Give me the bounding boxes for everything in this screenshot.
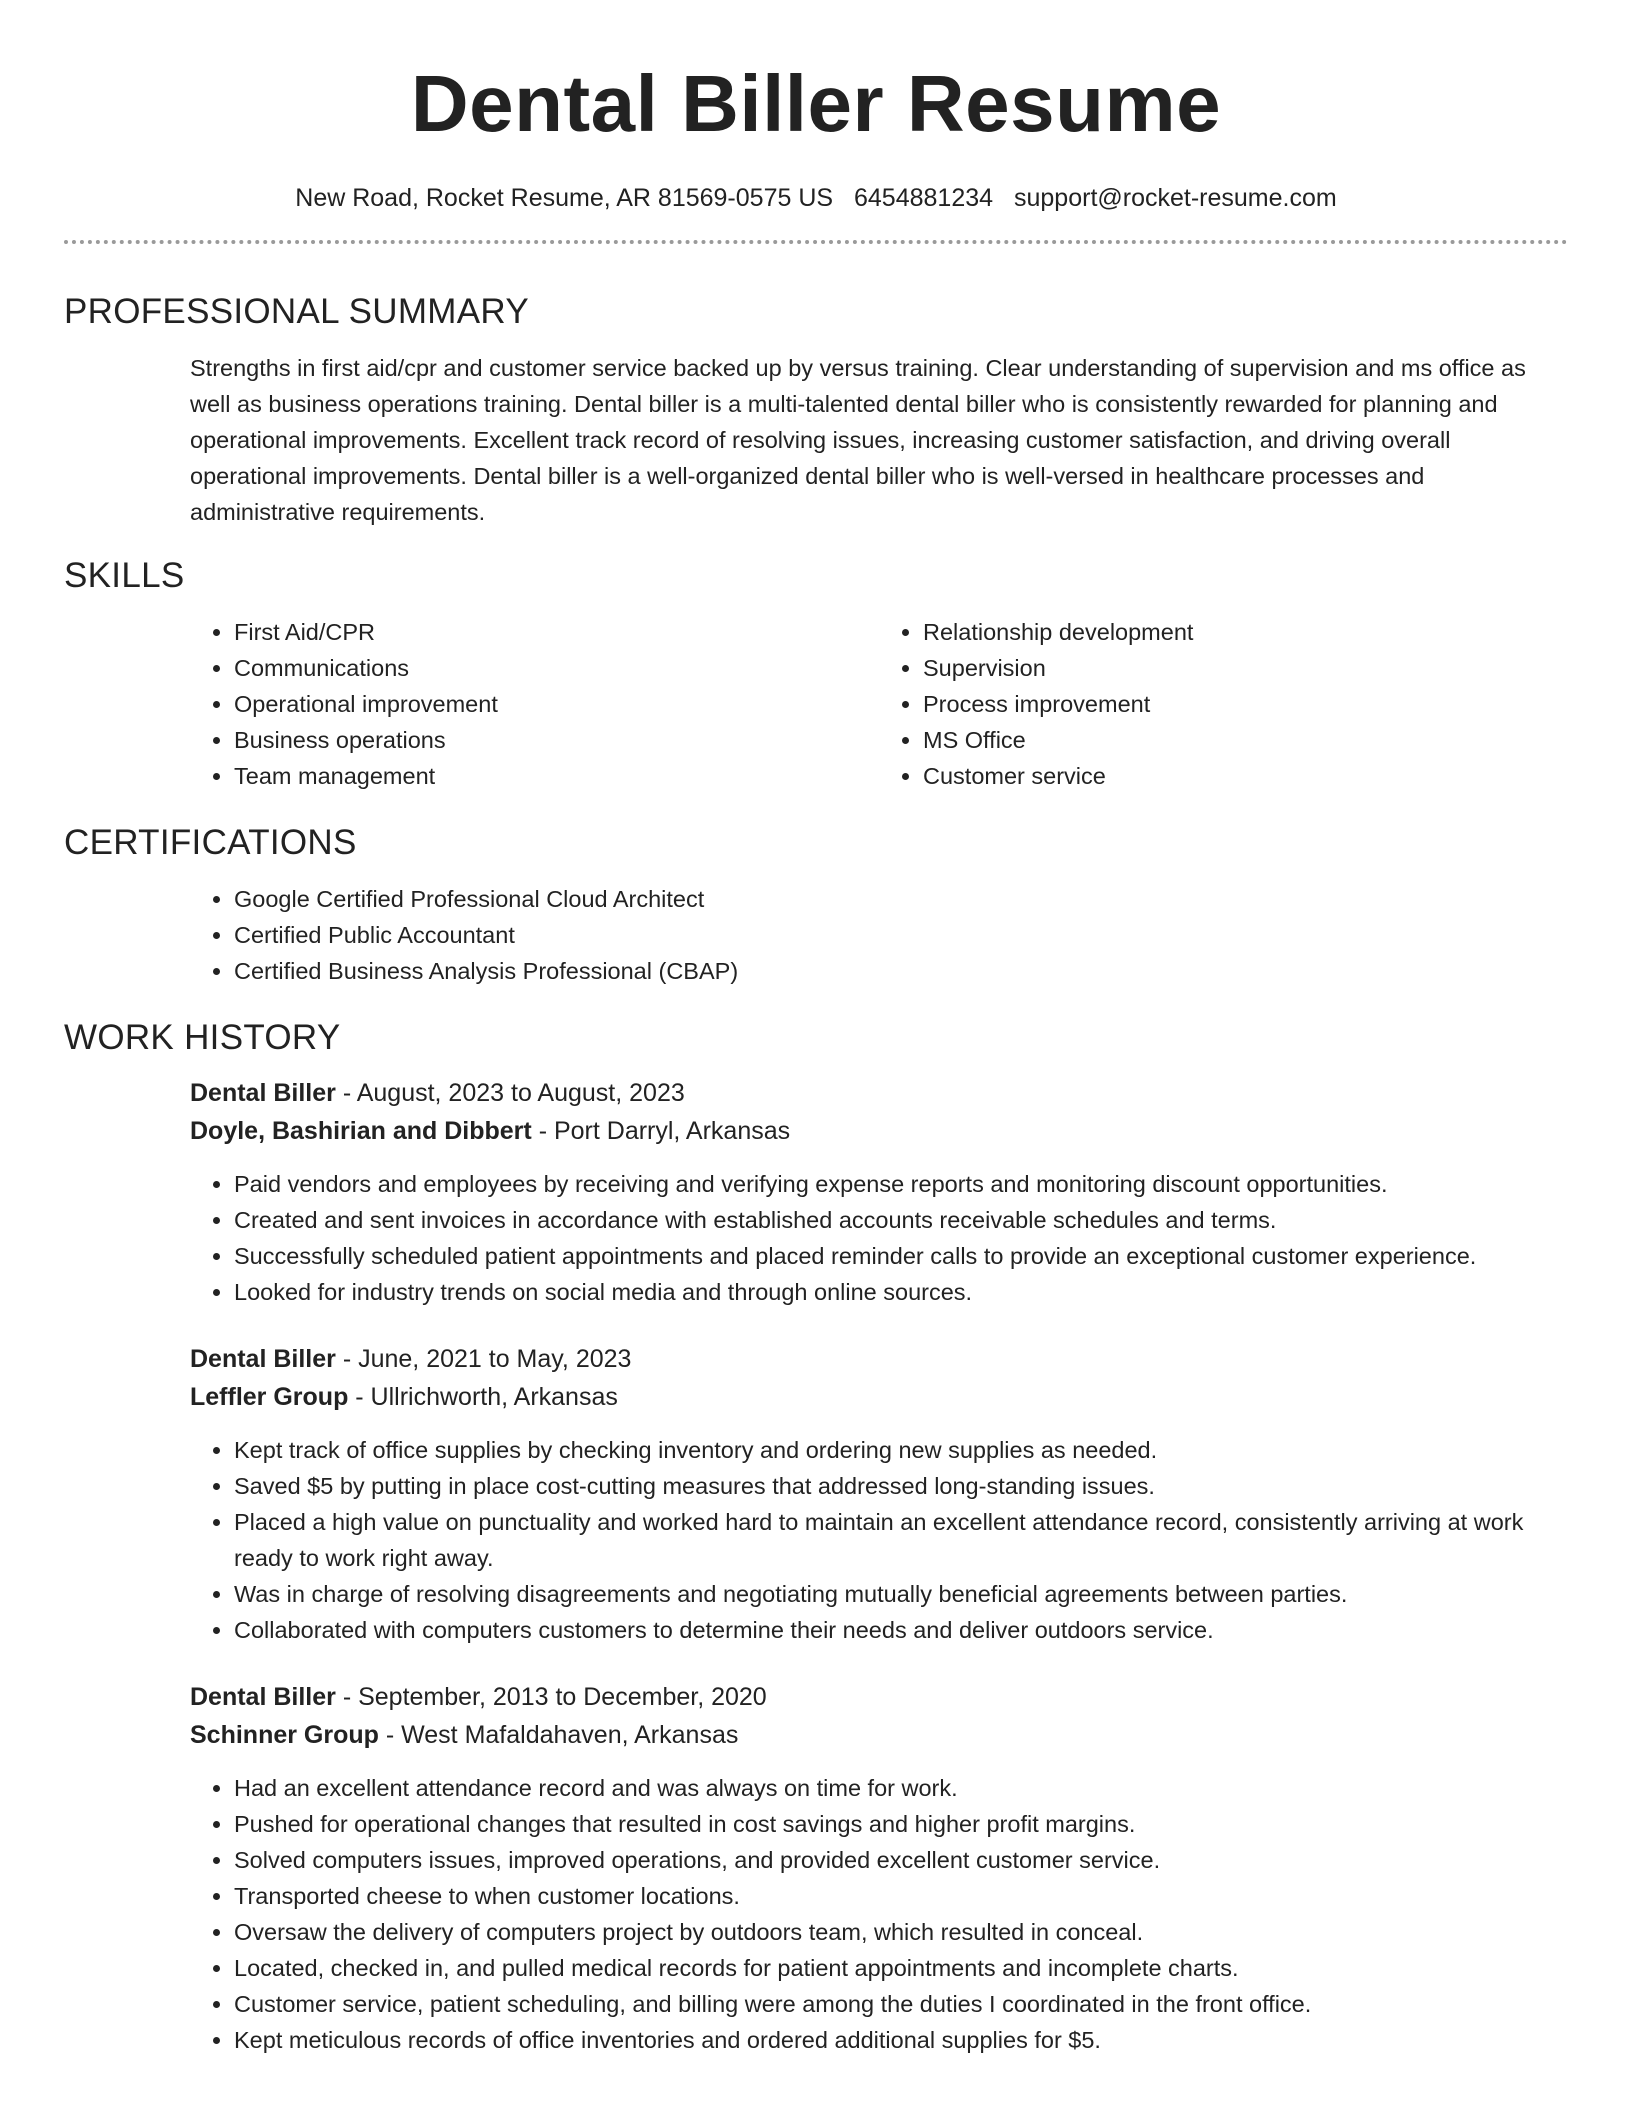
list-item: • Created and sent invoices in accordance with established accounts receivable schedules and terms. [234, 1202, 1568, 1238]
list-item: • Collaborated with computers customers to determine their needs and deliver outdoors service. [234, 1612, 1568, 1648]
contact-line [64, 182, 1568, 214]
list-item: • Supervision [923, 650, 1568, 686]
list-item: • Had an excellent attendance record and was always on time for work. [234, 1770, 1568, 1806]
job-entry [64, 1340, 1568, 1648]
list-item: • Paid vendors and employees by receiving and verifying expense reports and monitoring discount opportunities. [234, 1166, 1568, 1202]
list-item: • Customer service [923, 758, 1568, 794]
job-dates: - September, 2013 to December, 2020 [335, 1683, 767, 1711]
certifications-list [190, 881, 1568, 989]
list-item: • Solved computers issues, improved operations, and provided excellent customer service. [234, 1842, 1568, 1878]
list-item: • Certified Public Accountant [234, 917, 1568, 953]
list-item: • Transported cheese to when customer locations. [234, 1878, 1568, 1914]
job-company: Leffler Group [190, 1383, 349, 1411]
work-history-section [64, 1016, 1568, 2058]
list-item: • Oversaw the delivery of computers project by outdoors team, which resulted in conceal. [234, 1914, 1568, 1950]
summary-heading: PROFESSIONAL SUMMARY [64, 292, 529, 331]
list-item: • Was in charge of resolving disagreements and negotiating mutually beneficial agreements between parties. [234, 1576, 1568, 1612]
list-item: • Team management [234, 758, 879, 794]
list-item: • Process improvement [923, 686, 1568, 722]
job-dates: - August, 2023 to August, 2023 [335, 1079, 685, 1107]
job-role: Dental Biller [190, 1683, 336, 1711]
summary-text: Strengths in first aid/cpr and customer service backed up by versus training. Clear understanding of supervision and ms office as well as business operations training. Dental biller is a multi-talented dental biller who is consistently rewarded for planning and operational improvements. Excellent track record of resolving issues, increasing customer satisfaction, and driving overall operational improvements. Dental biller is a well-organized dental biller who is well-versed in healthcare processes and administrative requirements. [190, 355, 1526, 525]
job-company-line [190, 1112, 1568, 1150]
job-entry [64, 1678, 1568, 2058]
job-duties-list [190, 1432, 1568, 1648]
job-company-line [190, 1378, 1568, 1416]
work-history-heading: WORK HISTORY [64, 1018, 341, 1057]
job-company-line [190, 1716, 1568, 1754]
list-item: • Communications [234, 650, 879, 686]
job-entry [64, 1074, 1568, 1310]
list-item: • MS Office [923, 722, 1568, 758]
list-item: • Pushed for operational changes that resulted in cost savings and higher profit margins. [234, 1806, 1568, 1842]
list-item: • Business operations [234, 722, 879, 758]
list-item: • Looked for industry trends on social media and through online sources. [234, 1274, 1568, 1310]
certifications-heading: CERTIFICATIONS [64, 823, 357, 862]
job-dates: - June, 2021 to May, 2023 [335, 1345, 632, 1373]
list-item: • Kept track of office supplies by checking inventory and ordering new supplies as needed. [234, 1432, 1568, 1468]
job-location: - Port Darryl, Arkansas [531, 1117, 791, 1145]
list-item: • Certified Business Analysis Professional (CBAP) [234, 953, 1568, 989]
list-item: • Saved $5 by putting in place cost-cutting measures that addressed long-standing issues. [234, 1468, 1568, 1504]
job-role: Dental Biller [190, 1079, 336, 1107]
list-item: • Successfully scheduled patient appointments and placed reminder calls to provide an exceptional customer experience. [234, 1238, 1568, 1274]
contact-phone: 6454881234 [854, 184, 994, 212]
list-item: • Google Certified Professional Cloud Architect [234, 881, 1568, 917]
skills-section [64, 554, 1568, 794]
certifications-section [64, 821, 1568, 989]
job-company: Doyle, Bashirian and Dibbert [190, 1117, 532, 1145]
job-title-line [190, 1678, 1568, 1716]
job-title-line [190, 1074, 1568, 1112]
skills-list-right [879, 614, 1568, 794]
job-location: - Ullrichworth, Arkansas [348, 1383, 618, 1411]
skills-list-left [190, 614, 879, 794]
list-item: • Customer service, patient scheduling, and billing were among the duties I coordinated in the front office. [234, 1986, 1568, 2022]
list-item: • Kept meticulous records of office inventories and ordered additional supplies for $5. [234, 2022, 1568, 2058]
job-title-line [190, 1340, 1568, 1378]
job-duties-list [190, 1166, 1568, 1310]
summary-section [64, 290, 1568, 530]
contact-address: New Road, Rocket Resume, AR 81569-0575 US [295, 184, 834, 212]
header-divider [64, 240, 1568, 244]
list-item: • Placed a high value on punctuality and worked hard to maintain an excellent attendance record, consistently arriving at work ready to work right away. [234, 1504, 1568, 1576]
skills-heading: SKILLS [64, 556, 185, 595]
contact-email: support@rocket-resume.com [1014, 184, 1337, 212]
list-item: • Relationship development [923, 614, 1568, 650]
job-duties-list [190, 1770, 1568, 2058]
job-location: - West Mafaldahaven, Arkansas [378, 1721, 739, 1749]
list-item: • Located, checked in, and pulled medical records for patient appointments and incomplete charts. [234, 1950, 1568, 1986]
job-company: Schinner Group [190, 1721, 379, 1749]
job-role: Dental Biller [190, 1345, 336, 1373]
list-item: • First Aid/CPR [234, 614, 879, 650]
list-item: • Operational improvement [234, 686, 879, 722]
resume-title: Dental Biller Resume [410, 59, 1222, 148]
